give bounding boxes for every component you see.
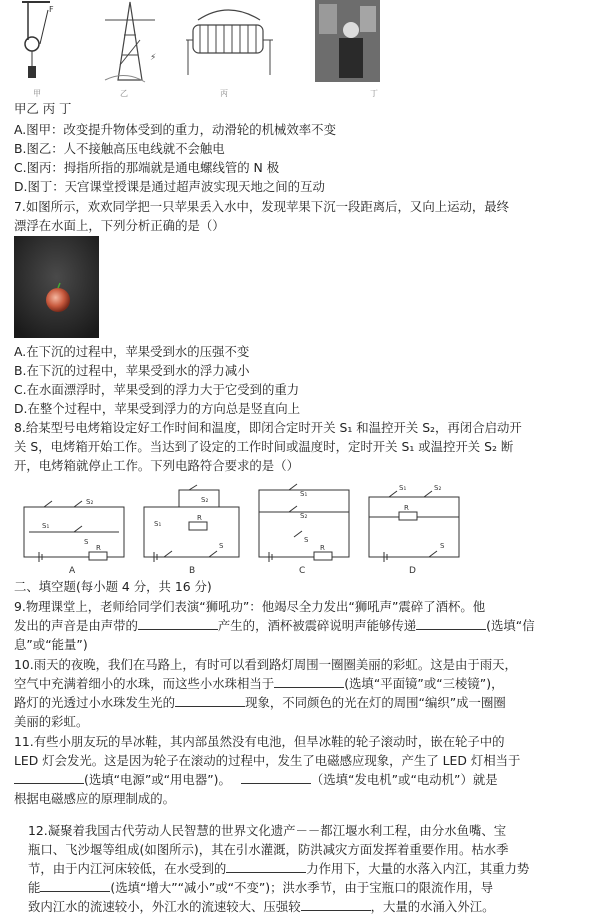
q8-stem-line1: 8.给某型号电烤箱设定好工作时间和温度，即闭合定时开关 S₁ 和温控开关 S₂，再闭合启动开: [14, 420, 522, 435]
q6-option-a: A.图甲：改变提升物体受到的重力，动滑轮的机械效率不变: [14, 122, 336, 137]
q12-line4: [28, 879, 493, 897]
q6-option-b: B.图乙：人不接触高压电线就不会触电: [14, 141, 225, 156]
q10-line3: [14, 694, 506, 712]
q12-text-c: 能: [28, 880, 41, 895]
svg-text:F: F: [49, 5, 54, 14]
figure-labels-row: 甲乙 丙 丁: [14, 101, 72, 116]
apple-in-water-photo: [14, 236, 99, 338]
q12-line5: [28, 898, 495, 916]
label-s2-a: S₂: [86, 498, 94, 506]
q10-text-d: 现象，不同颜色的光在灯的周围“编织”成一圈圈: [245, 695, 506, 710]
q7-option-a: A.在下沉的过程中，苹果受到水的压强不变: [14, 344, 250, 359]
q10-line1: 10.雨天的夜晚，我们在马路上，有时可以看到路灯周围一圈圈美丽的彩虹。这是由于雨天，: [14, 657, 517, 672]
section-heading-fill-in: 二、填空题(每小题 4 分，共 16 分): [14, 579, 212, 594]
q7-option-b: B.在下沉的过程中，苹果受到水的浮力减小: [14, 363, 250, 378]
label-s-a: S: [84, 538, 89, 546]
circuit-label-b: B: [189, 566, 196, 574]
circuit-label-c: C: [299, 566, 306, 574]
q12-blank-2[interactable]: [40, 879, 110, 892]
svg-text:⚡: ⚡: [150, 53, 157, 63]
figure-solenoid-hand: [178, 0, 278, 90]
label-s1-d: S₁: [399, 484, 407, 492]
label-s2-c: S₂: [300, 512, 308, 520]
q11-text-b: （选填“发电机”或“电动机”）就是: [310, 772, 498, 787]
label-s-c: S: [304, 536, 309, 544]
label-r-d: R: [404, 504, 409, 512]
q8-stem-line2: 关 S，电烤箱开始工作。当达到了设定的工作时间或温度时，定时开关 S₁ 或温控开关 S₂ 断: [14, 439, 514, 454]
figure-space-classroom-photo: [315, 0, 380, 82]
figure-label-yi: 乙: [120, 89, 128, 98]
label-s2-b: S₂: [201, 496, 209, 504]
figure-label-jia: 甲: [33, 89, 41, 98]
circuit-diagrams: [14, 482, 474, 574]
q9-text-a: 发出的声音是由声带的: [14, 618, 138, 633]
q11-line1: 11.有些小朋友玩的旱冰鞋，其内部虽然没有电池，但旱冰鞋的轮子滚动时，嵌在轮子中的: [14, 734, 505, 749]
q11-line2: LED 灯会发光。这是因为轮子在滚动的过程中，发生了电磁感应现象，产生了 LED 灯相当于: [14, 753, 521, 768]
label-s-b: S: [219, 542, 224, 550]
q9-line1: 9.物理课堂上，老师给同学们表演“狮吼功”：他竭尽全力发出“狮吼声”震碎了酒杯。他: [14, 599, 486, 614]
q9-line3: 息”或“能量”): [14, 637, 88, 652]
label-r-c: R: [320, 544, 325, 552]
q12-line3: [28, 860, 529, 878]
q9-line2: [14, 617, 535, 635]
figure-high-voltage-tower: [100, 0, 160, 90]
q12-text-a: 节，由于内江河床较低，在水受到的: [28, 861, 227, 876]
q6-option-d: D.图丁：天宫课堂授课是通过超声波实现天地之间的互动: [14, 179, 325, 194]
q10-line2: [14, 675, 503, 693]
figure-label-ding: 丁: [370, 89, 378, 98]
q10-line4: 美丽的彩虹。: [14, 714, 89, 729]
q10-text-a: 空气中充满着细小的水珠，而这些小水珠相当于: [14, 676, 275, 691]
q12-blank-1[interactable]: [226, 860, 306, 873]
q10-text-c: 路灯的光透过小水珠发生光的: [14, 695, 176, 710]
q10-blank-1[interactable]: [274, 675, 344, 688]
q12-blank-3[interactable]: [301, 898, 371, 911]
q12-text-b: 力作用下，大量的水落入内江，其重力势: [306, 861, 530, 876]
q11-line3: [14, 771, 498, 789]
circuit-label-a: A: [69, 566, 76, 574]
q9-blank-1[interactable]: [138, 617, 218, 630]
q12-text-f: ，大量的水涌入外江。: [370, 899, 495, 914]
q7-stem-line1: 7.如图所示，欢欢同学把一只苹果丢入水中，发现苹果下沉一段距离后，又向上运动，最终: [14, 199, 510, 214]
label-s1-a: S₁: [42, 522, 50, 530]
q9-blank-2[interactable]: [416, 617, 486, 630]
label-s-d: S: [440, 542, 445, 550]
q12-line2: 瓶口、飞沙堰等组成(如图所示)，其在引水灌溉，防洪减灾方面发挥着重要作用。枯水季: [28, 842, 509, 857]
q12-text-e: 致内江水的流速较小，外江水的流速较大、压强较: [28, 899, 301, 914]
q7-stem-line2: 漂浮在水面上，下列分析正确的是（）: [14, 218, 225, 233]
q10-text-b: (选填“平面镜”或“三棱镜”)，: [344, 676, 504, 691]
q12-text-d: (选填“增大”“减小”或“不变”)；洪水季节，由于宝瓶口的限流作用，导: [110, 880, 494, 895]
q12-line1: 12.凝聚着我国古代劳动人民智慧的世界文化遗产－－都江堰水利工程，由分水鱼嘴、宝: [28, 823, 507, 838]
q9-text-c: (选填“信: [486, 618, 535, 633]
q11-line4: 根据电磁感应的原理制成的。: [14, 791, 176, 806]
label-s1-c: S₁: [300, 490, 308, 498]
q11-text-a: (选填“电源”或“用电器”)。: [84, 772, 231, 787]
q7-option-c: C.在水面漂浮时，苹果受到的浮力大于它受到的重力: [14, 382, 300, 397]
q10-blank-2[interactable]: [175, 694, 245, 707]
label-r-b: R: [197, 514, 202, 522]
figure-label-bing: 丙: [220, 89, 228, 98]
q8-stem-line3: 开，电烤箱就停止工作。下列电路符合要求的是（）: [14, 458, 299, 473]
figure-pulley: [20, 0, 60, 90]
q7-option-d: D.在整个过程中，苹果受到浮力的方向总是竖直向上: [14, 401, 301, 416]
q6-option-c: C.图丙：拇指所指的那端就是通电螺线管的 N 极: [14, 160, 280, 175]
label-s1-b: S₁: [154, 520, 162, 528]
label-r-a: R: [96, 544, 101, 552]
q11-blank-1[interactable]: [14, 771, 84, 784]
q11-blank-2[interactable]: [241, 771, 311, 784]
circuit-label-d: D: [409, 566, 416, 574]
label-s2-d: S₂: [434, 484, 442, 492]
q9-text-b: 产生的，酒杯被震碎说明声能够传递: [217, 618, 417, 633]
